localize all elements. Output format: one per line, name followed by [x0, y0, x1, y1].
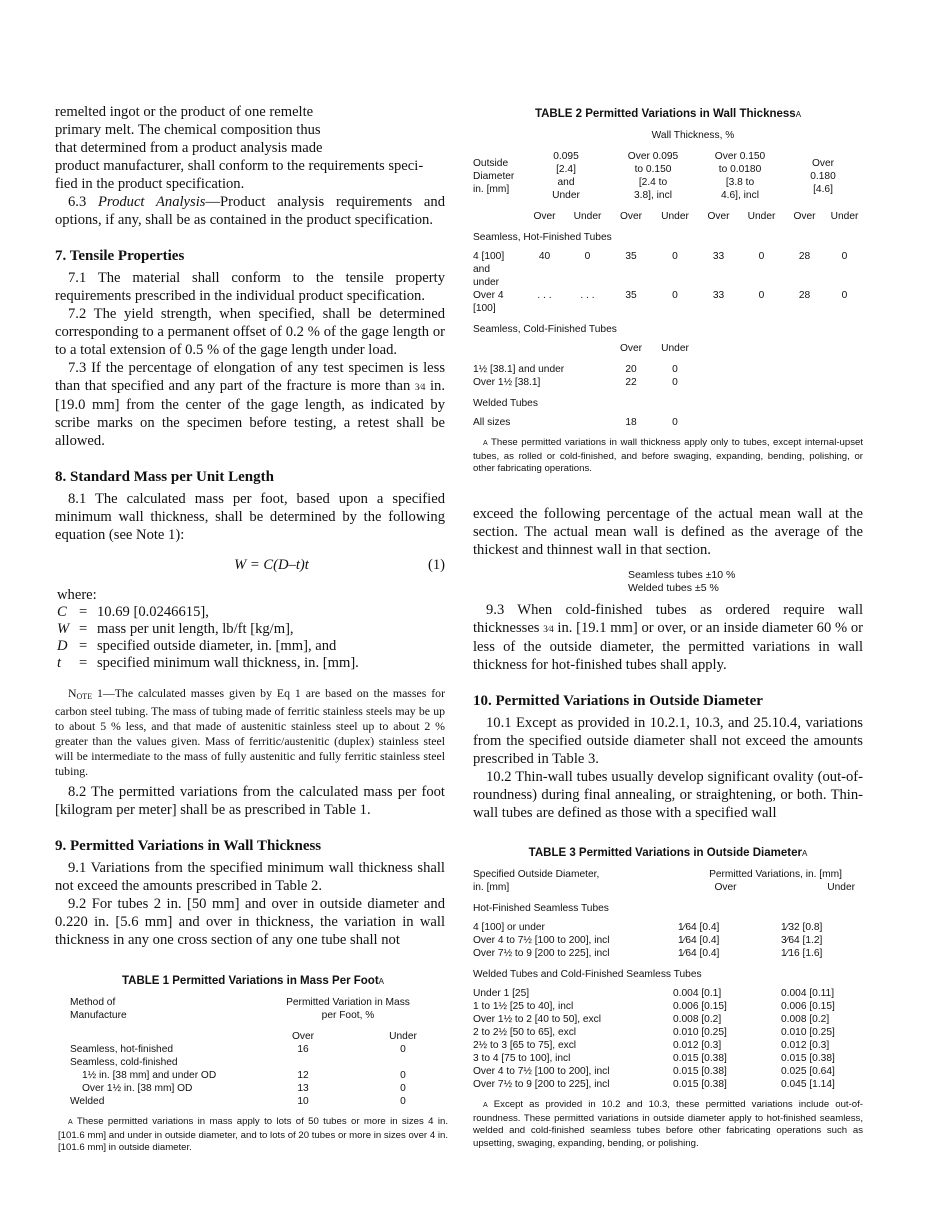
row-label: 1½ [38.1] and under [473, 364, 565, 375]
tolerance-welded: Welded tubes ±5 % [628, 582, 719, 594]
paragraph-9-3 [473, 601, 863, 674]
note-label: N [68, 686, 77, 700]
group-header [783, 150, 863, 202]
footnote-marker: A [801, 849, 808, 858]
cell-under: 0 [672, 377, 678, 388]
definition-row [57, 604, 359, 621]
intro-line: primary melt. The chemical composition thus [55, 122, 321, 138]
col-header-diameter [473, 868, 673, 894]
table-row [473, 1065, 863, 1078]
symbol: W [57, 621, 70, 637]
table-row [58, 1056, 448, 1069]
section-title: Hot-Finished Seamless Tubes [473, 903, 609, 914]
row-label: Over 1½ in. [38 mm] OD [82, 1083, 193, 1094]
paragraph-7-3 [55, 359, 445, 450]
cell-over: 0.015 [0.38] [673, 1079, 727, 1090]
subheader: Under [661, 211, 689, 222]
cell: 33 [712, 290, 725, 301]
subheader-over: Over [291, 1031, 315, 1042]
table-3-grid [473, 868, 863, 1091]
cell-over: 10 [297, 1096, 309, 1107]
section-row [473, 223, 863, 250]
cell-over: 16 [297, 1044, 309, 1055]
cell-under: 1⁄32 [0.8] [781, 922, 823, 933]
row-label: Over 4 to 7½ [100 to 200], incl [473, 1066, 610, 1077]
symbol: t [57, 655, 62, 671]
subheader: Over [619, 343, 643, 354]
row-label: Seamless, hot-finished [70, 1044, 174, 1055]
tolerance-seamless: Seamless tubes ±10 % [628, 569, 736, 581]
cell-over: 22 [625, 377, 637, 388]
table-row [473, 363, 863, 376]
table-row [473, 987, 863, 1000]
equals: = [79, 621, 88, 637]
label-line: under [473, 277, 500, 288]
cell-over: 12 [297, 1070, 309, 1081]
right-column-body [473, 505, 863, 822]
cell-under: 0 [400, 1083, 406, 1094]
header-line: Outside [473, 157, 509, 169]
row-label: All sizes [473, 417, 511, 428]
footnote-text: Except as provided in 10.2 and 10.3, these permitted variations include out-of-roundness. These permitted variations in outside diameter apply to hot-finished seamless, welded and cold-finished seamless tubes before other fabricating operations such as upsetting, swaging, expanding, bending, or polishing. [473, 1099, 863, 1149]
symbol: D [57, 638, 68, 654]
p9-3-text-cont: in. [19.1 mm] or over, or an inside diameter 60 % or less of the outside diameter, the permitted variations in wall thickness for hot-finished tubes shall apply. [473, 620, 863, 673]
cell: . . . [537, 290, 552, 301]
header-line: Method of [70, 997, 116, 1008]
cell-under: 0.010 [0.25] [781, 1027, 835, 1038]
row-label: 2½ to 3 [65 to 75], excl [473, 1040, 577, 1051]
p7-3-text-cont: in. [19.0 mm] from the center of the gage length, as indicated by scribe marks on the specimen before testing, a retest shall be allowed. [55, 378, 446, 449]
row-label: Over 7½ to 9 [200 to 225], incl [473, 1079, 610, 1090]
note-1 [55, 686, 445, 779]
cell-over: 1⁄64 [0.4] [678, 948, 720, 959]
cell: 0 [672, 251, 678, 262]
header-line: [2.4 to [638, 177, 668, 188]
equation-number: (1) [427, 557, 445, 573]
table-1-grid [58, 996, 448, 1108]
header-line: Specified Outside Diameter, [473, 869, 600, 880]
paragraph-8-2: 8.2 The permitted variations from the calculated mass per foot [kilogram per meter] shall be as prescribed in Table 1. [55, 784, 445, 818]
occluding-box [350, 100, 455, 158]
subheader: Over [793, 211, 816, 222]
cell: 40 [538, 251, 551, 262]
paragraph-10-2: 10.2 Thin-wall tubes usually develop significant ovality (out-of-roundness) during final annealing, or straightening, or both. Thin-wall tubes are defined as those with a specified wall [473, 769, 863, 821]
cell: 35 [625, 251, 637, 262]
cell-under: 0 [672, 417, 678, 428]
note-label-sc: OTE [76, 692, 93, 701]
table-row [58, 1082, 448, 1095]
section-row [473, 315, 863, 342]
paragraph-9-1: 9.1 Variations from the specified minimum wall thickness shall not exceed the amounts prescribed in Table 2. [55, 860, 445, 894]
paragraph-10-1: 10.1 Except as provided in 10.2.1, 10.3, and 25.10.4, variations from the specified outside diameter shall not exceed the amounts prescribed in Table 3. [473, 715, 863, 767]
header-row [58, 996, 448, 1022]
cell-over: 0.015 [0.38] [673, 1066, 727, 1077]
clause-number: 6.3 [68, 194, 87, 210]
paragraph-7-1: 7.1 The material shall conform to the tensile property requirements prescribed in the individual product specification. [55, 270, 445, 304]
row-label: 3 to 4 [75 to 100], incl [473, 1053, 571, 1064]
table-row [473, 1013, 863, 1026]
section-heading-8: 8. Standard Mass per Unit Length [55, 469, 274, 485]
table-row [58, 1043, 448, 1056]
cell-over: 1⁄64 [0.4] [678, 935, 720, 946]
clause-text: —Product analysis requirements and options, if any, shall be as contained in the product specification. [55, 194, 445, 228]
cell-under: 0.012 [0.3] [781, 1040, 830, 1051]
table-row [473, 921, 863, 934]
row-label: Over 4 to 7½ [100 to 200], incl [473, 935, 610, 946]
table-row [473, 250, 863, 289]
row-label: 1 to 1½ [25 to 40], incl [473, 1001, 574, 1012]
p9-3-text: 9.3 When cold-finished tubes as ordered require wall thicknesses [473, 602, 863, 636]
cell-over: 0.004 [0.1] [673, 988, 722, 999]
cell: 33 [712, 251, 725, 262]
table-1-title [58, 975, 448, 988]
header-line: Diameter [473, 170, 515, 182]
span-header-row [473, 129, 863, 150]
row-label: Seamless, cold-finished [70, 1057, 178, 1068]
header-line: Permitted Variations, in. [mm] [709, 869, 842, 880]
header-line: [3.8 to [725, 177, 755, 188]
row-label: Under 1 [25] [473, 988, 530, 999]
definition: 10.69 [0.0246615], [97, 604, 209, 620]
label-line: and [473, 264, 490, 275]
section-title: Seamless, Cold-Finished Tubes [473, 324, 617, 335]
footnote-marker: A [378, 977, 385, 986]
cell-over: 0.010 [0.25] [673, 1027, 727, 1038]
subheader: Over [707, 211, 730, 222]
p7-3-text: 7.3 If the percentage of elongation of any test specimen is less than that specified and any part of the fracture is more than [55, 360, 445, 394]
cell: 0 [672, 290, 678, 301]
subheader-over: Over [714, 882, 737, 893]
row-label: 1½ in. [38 mm] and under OD [82, 1070, 217, 1081]
row-label [473, 289, 523, 315]
cell-under: 3⁄64 [1.2] [781, 935, 823, 946]
header-line: Over 0.150 [714, 151, 766, 162]
row-label: Welded [70, 1096, 105, 1107]
row-label: Over 7½ to 9 [200 to 225], incl [473, 948, 610, 959]
table-3-footnote [473, 1099, 863, 1150]
table-2-footnote [473, 437, 863, 476]
cell-under: 1⁄16 [1.6] [781, 948, 823, 959]
subheader-row [473, 342, 863, 363]
subheader-under: Under [389, 1031, 417, 1042]
table-row [473, 1039, 863, 1052]
header-line: in. [mm] [473, 183, 510, 195]
cell-under: 0.045 [1.14] [781, 1079, 835, 1090]
table-row [473, 376, 863, 389]
cell-over: 1⁄64 [0.4] [678, 922, 720, 933]
footnote-marker: A [483, 440, 488, 447]
where-label: where: [57, 587, 97, 603]
header-line: 4.6], incl [721, 190, 759, 201]
paragraph-6-3 [55, 193, 445, 229]
table-2-title [473, 108, 863, 121]
table-2-grid [473, 129, 863, 342]
header-line: to 0.150 [634, 164, 672, 175]
subheader: Under [573, 211, 602, 222]
header-line: Permitted Variation in Mass [286, 997, 410, 1008]
subheader: Under [830, 211, 859, 222]
header-line: in. [mm] [473, 882, 510, 893]
header-line: [2.4] [556, 164, 576, 175]
fraction: 3⁄4 [414, 382, 426, 392]
cell: . . . [580, 290, 595, 301]
note-text: 1—The calculated masses given by Eq 1 are based on the masses for carbon steel tubing. The mass of tubing made of ferritic stainless steels may be up to about 5 % less, and that made of austenitic stainless steel up to about 2 % greater than the values given. Mass of ferritic/austenitic (duplex) stainless steel will be intermediate to the mass of fully austenitic and fully ferritic stainless steel tubing. [55, 686, 445, 778]
cell-over: 0.012 [0.3] [673, 1040, 722, 1051]
footnote-text: These permitted variations in mass apply to lots of 50 tubes or more in sizes 4 in. [101.6 mm] and under in outside diameter, and to lots of 20 tubes or more in sizes over 4 in. [101.6 mm] in outside diameter. [58, 1116, 448, 1153]
variable-definitions [57, 604, 359, 672]
header-line: Over [811, 157, 835, 169]
table-2 [473, 108, 863, 476]
paragraph-8-1: 8.1 The calculated mass per foot, based upon a specified minimum wall thickness, shall be determined by the following equation (see Note 1): [55, 491, 445, 543]
group-header [523, 150, 609, 202]
header-row [473, 868, 863, 894]
subheader: Over [533, 211, 556, 222]
section-row [473, 894, 863, 921]
cell-under: 0.004 [0.11] [781, 988, 835, 999]
section-title: Seamless, Hot-Finished Tubes [473, 232, 612, 243]
header-line: Manufacture [70, 1010, 127, 1021]
cell: 0 [841, 251, 848, 262]
cell: 0 [758, 290, 765, 301]
symbol: C [57, 604, 67, 620]
label-line: Over 4 [473, 290, 504, 301]
section-title: Welded Tubes and Cold-Finished Seamless Tubes [473, 969, 702, 980]
section-heading-10: 10. Permitted Variations in Outside Diameter [473, 693, 763, 709]
definition-row [57, 621, 359, 638]
cell-over: 0.008 [0.2] [673, 1014, 722, 1025]
intro-line: product manufacturer, shall conform to the requirements speci- [55, 158, 424, 174]
row-label: Over 1½ to 2 [40 to 50], excl [473, 1014, 601, 1025]
paragraph-7-2: 7.2 The yield strength, when specified, shall be determined corresponding to a permanent offset of 0.2 % of the gage length or to a total extension of 0.5 % of the gage length under load. [55, 306, 445, 358]
cell-over: 0.015 [0.38] [673, 1053, 727, 1064]
group-header [697, 150, 783, 202]
subheader: Under [747, 211, 776, 222]
table-row [473, 1052, 863, 1065]
cell-under: 0 [400, 1044, 406, 1055]
equals: = [79, 638, 88, 654]
fraction: 3⁄4 [543, 624, 554, 634]
col-header-variations [673, 868, 863, 894]
row-label: 4 [100] or under [473, 922, 545, 933]
title-text: TABLE 2 Permitted Variations in Wall Thickness [534, 108, 796, 120]
row-label: Over 1½ [38.1] [473, 377, 541, 388]
header-line: 0.180 [810, 170, 836, 182]
intro-line: that determined from a product analysis made [55, 140, 323, 156]
cell-under: 0 [400, 1096, 406, 1107]
cell-over: 20 [625, 364, 637, 375]
subheader-row [58, 1022, 448, 1043]
cell: 28 [798, 290, 811, 301]
table-row [473, 289, 863, 315]
header-line: [4.6] [813, 183, 833, 195]
section-row [473, 960, 863, 987]
intro-line: remelted ingot or the product of one remelte [55, 104, 314, 120]
table-row [473, 416, 863, 429]
cell-over [248, 1056, 358, 1069]
tolerance-list [513, 569, 863, 595]
table-row [58, 1069, 448, 1082]
footnote-marker: A [483, 1102, 488, 1109]
section-row [473, 389, 863, 416]
group-header-row [473, 150, 863, 202]
footnote-marker: A [68, 1119, 73, 1126]
cell-under: 0 [400, 1070, 406, 1081]
definition: mass per unit length, lb/ft [kg/m], [97, 621, 294, 637]
cell-under: 0 [672, 364, 678, 375]
header-line: 0.095 [553, 151, 579, 162]
cell: 0 [841, 290, 848, 301]
row-header [473, 150, 523, 202]
definition: specified outside diameter, in. [mm], and [97, 638, 337, 654]
equals: = [79, 604, 88, 620]
title-text: TABLE 3 Permitted Variations in Outside Diameter [528, 847, 802, 859]
subheader-under: Under [827, 882, 855, 893]
definition-row [57, 655, 359, 672]
table-row [473, 947, 863, 960]
cell-under: 0.008 [0.2] [781, 1014, 830, 1025]
equation [55, 556, 445, 574]
intro-line: fied in the product specification. [55, 176, 245, 192]
table-2-cold-grid [473, 342, 863, 429]
footnote-marker: A [795, 110, 802, 119]
cell-under: 0.025 [0.64] [781, 1066, 835, 1077]
subheader-row [473, 202, 863, 223]
cell-under [358, 1056, 448, 1069]
span-header: Wall Thickness, % [651, 130, 735, 141]
subheader: Under [661, 343, 689, 354]
equals: = [79, 655, 88, 671]
left-column [55, 103, 445, 949]
table-row [58, 1095, 448, 1108]
header-line: and [557, 177, 575, 188]
table-row [473, 1078, 863, 1091]
footnote-text: These permitted variations in wall thickness apply only to tubes, except internal-upset tubes, as rolled or cold-finished, and before swaging, expanding, bending, polishing, or other fabricating operations. [473, 437, 863, 474]
section-heading-7: 7. Tensile Properties [55, 248, 185, 264]
header-line: per Foot, % [321, 1010, 375, 1021]
table-row [473, 1026, 863, 1039]
cell-under: 0.006 [0.15] [781, 1001, 835, 1012]
col-header-method [58, 996, 248, 1022]
subheader: Over [619, 211, 643, 222]
label-line: [100] [473, 303, 496, 314]
equation-text: W = C(D–t)t [234, 557, 309, 573]
table-1-footnote [58, 1116, 448, 1155]
header-line: 3.8], incl [634, 190, 672, 201]
label-line: 4 [100] [473, 251, 505, 262]
clause-title: Product Analysis [98, 194, 206, 210]
cell: 35 [625, 290, 637, 301]
table-3-title [473, 847, 863, 860]
section-heading-9: 9. Permitted Variations in Wall Thickness [55, 838, 322, 854]
cell-under: 0.015 [0.38] [781, 1053, 835, 1064]
cell-over: 13 [297, 1083, 309, 1094]
definition: specified minimum wall thickness, in. [mm]. [97, 655, 359, 671]
title-text: TABLE 1 Permitted Variations in Mass Per Foot [121, 975, 379, 987]
col-header-variation [248, 996, 448, 1022]
header-line: Over 0.095 [627, 151, 679, 162]
table-3 [473, 847, 863, 1150]
header-line: to 0.0180 [718, 164, 762, 175]
paragraph-9-2: 9.2 For tubes 2 in. [50 mm] and over in outside diameter and 0.220 in. [5.6 mm] and over in thickness, the variation in wall thickness in any one cross section of any one tube shall not [55, 896, 445, 948]
group-header [609, 150, 697, 202]
row-label [473, 250, 523, 289]
definition-row [57, 638, 359, 655]
cell-over: 18 [625, 417, 637, 428]
table-row [473, 1000, 863, 1013]
table-1 [58, 975, 448, 1155]
cell: 0 [758, 251, 765, 262]
row-label: 2 to 2½ [50 to 65], excl [473, 1027, 577, 1038]
where-block [55, 586, 445, 672]
table-row [473, 934, 863, 947]
header-line: Under [552, 190, 580, 201]
paragraph-9-2-continued: exceed the following percentage of the actual mean wall at the section. The actual mean wall is defined as the average of the thickest and thinnest wall in that section. [473, 506, 863, 558]
cell: 28 [798, 251, 811, 262]
cell: 0 [584, 251, 591, 262]
cell-over: 0.006 [0.15] [673, 1001, 727, 1012]
section-title: Welded Tubes [473, 398, 538, 409]
